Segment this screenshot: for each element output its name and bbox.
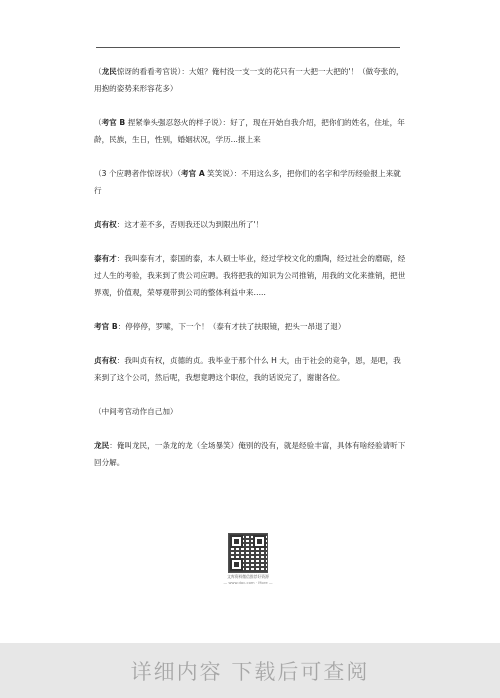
paragraph — [94, 352, 406, 386]
qr-caption: 文库资料微信推荐好资源 — [227, 574, 269, 579]
paragraph — [94, 403, 406, 420]
paragraph-text: （中间考官动作自己加） — [94, 407, 178, 416]
document-body — [94, 63, 406, 488]
paragraph-text: ：这才差不多，否则我还以为到限出所了'！ — [116, 220, 264, 229]
paragraph — [94, 114, 406, 148]
download-hint — [0, 643, 500, 698]
speaker-name: 考官 A — [180, 169, 205, 178]
paragraph — [94, 63, 406, 97]
speaker-name: 考官 B — [101, 118, 126, 127]
paragraph — [94, 437, 406, 471]
paragraph-text: 捏紧拳头强忍怒火的样子说）：好了，现在开始自我介绍，把你们的姓名，住址，年龄，民族，生日，性别，婚姻状况，学历...报上来 — [94, 118, 405, 144]
paragraph-text: 笑笑说）：不用这么多，把你们的名字和学历经验报上来就行 — [94, 169, 401, 195]
speaker-name: 龙民 — [101, 67, 117, 76]
speaker-name: 泰有才 — [94, 254, 117, 263]
qr-code-icon — [228, 533, 268, 573]
qr-subcaption: — www.doc.com · More — — [223, 580, 273, 585]
paragraph-text: ：俺叫龙民，一条龙的龙（全场暴笑）俺别的没有，就是经验丰富，具体有啥经验请听下回分解。 — [94, 441, 406, 467]
paragraph-text: （3 个应聘者作惊讶状）（ — [94, 169, 181, 178]
paragraph — [94, 318, 406, 335]
download-hint-text: 详细内容 下载后可查阅 — [130, 659, 370, 684]
speaker-name: 考官 B — [94, 322, 118, 331]
paragraph-text: 惊讶的看看考官说）：大姐？俺村没一支一支的花只有一大把一大把的'！（做夸张的，用抱的姿势来形容花多） — [94, 67, 404, 93]
paragraph-text: （ — [94, 118, 102, 127]
paragraph-text: （ — [94, 67, 102, 76]
speaker-name: 贞有权 — [94, 356, 117, 365]
paragraph-text: ：我叫泰有才，泰国的泰，本人硕士毕业，经过学校文化的熏陶，经过社会的磨砺，经过人生的考验，我来到了贵公司应聘。我将把我的知识为公司推销，用我的文化来推销，把世界观，价值观，荣辱观带到公司的整体利益中来….. — [94, 254, 406, 297]
paragraph-text: ：我叫贞有权，贞德的贞。我毕业于那个什么 H 大，由于社会的竞争，恩，是吧，我来到了这个公司，然后呢，我想竟聘这个职位，我的话说完了，谢谢各位。 — [94, 356, 401, 382]
paragraph — [94, 165, 406, 199]
paragraph — [94, 216, 406, 233]
speaker-name: 贞有权 — [94, 220, 117, 229]
speaker-name: 龙民 — [94, 441, 110, 450]
header-rule — [96, 47, 400, 48]
paragraph — [94, 250, 406, 301]
paragraph-text: ：停停停，罗嗦，下一个！（泰有才扶了扶眼镜，把头一昂退了退） — [117, 322, 346, 331]
